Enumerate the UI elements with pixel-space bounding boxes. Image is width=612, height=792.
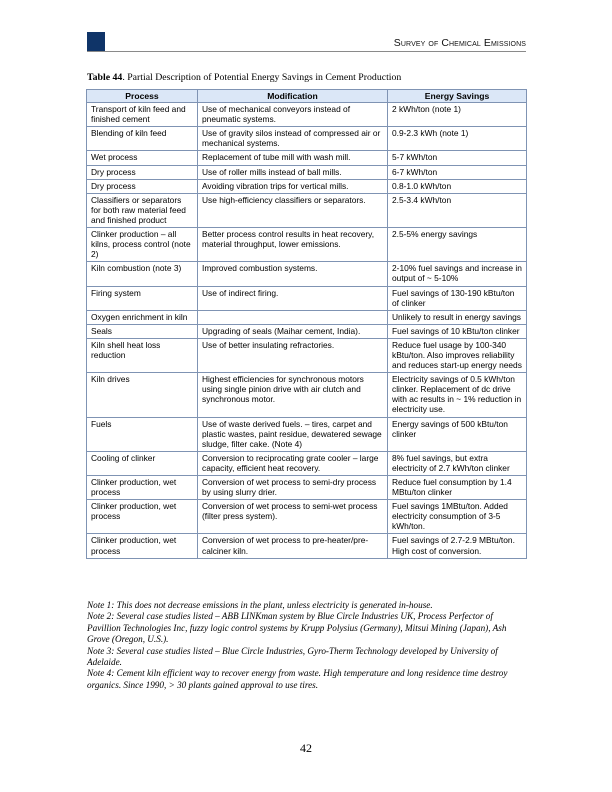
cell-energy-savings: Unlikely to result in energy savings (388, 310, 527, 324)
cell-energy-savings: Fuel savings of 2.7-2.9 MBtu/ton. High cost of conversion. (388, 534, 527, 558)
cell-energy-savings: Electricity savings of 0.5 kWh/ton clinker. Replacement of dc drive with ac results in ~ 1% reduction in electricity use. (388, 373, 527, 417)
cell-energy-savings: 0.9-2.3 kWh (note 1) (388, 127, 527, 151)
table-row (87, 127, 527, 151)
cell-modification: Conversion to reciprocating grate cooler – large capacity, efficient heat recovery. (198, 451, 388, 475)
cell-modification: Conversion of wet process to semi-dry process by using slurry drier. (198, 476, 388, 500)
cell-energy-savings: Fuel savings of 130-190 kBtu/ton of clinker (388, 286, 527, 310)
cell-modification: Avoiding vibration trips for vertical mills. (198, 179, 388, 193)
header-accent-block (87, 32, 105, 51)
cell-modification: Better process control results in heat recovery, material throughput, lower emissions. (198, 228, 388, 262)
table-row (87, 324, 527, 338)
cell-modification: Use high-efficiency classifiers or separators. (198, 193, 388, 227)
cell-modification: Highest efficiencies for synchronous motors using single pinion drive with air clutch and synchronous motor. (198, 373, 388, 417)
cell-energy-savings: 2.5-3.4 kWh/ton (388, 193, 527, 227)
cell-modification: Conversion of wet process to pre-heater/pre-calciner kiln. (198, 534, 388, 558)
table-row (87, 417, 527, 451)
table-row (87, 476, 527, 500)
note-4: Note 4: Cement kiln efficient way to recover energy from waste. High temperature and long residence time destroy organics. Since 1990, > 30 plants gained approval to use tires. (87, 668, 508, 690)
cell-modification: Use of better insulating refractories. (198, 338, 388, 372)
cell-modification: Use of gravity silos instead of compressed air or mechanical systems. (198, 127, 388, 151)
note-2: Note 2: Several case studies listed – ABB LINKman system by Blue Circle Industries UK, Process Perfector of Pavillion Technologies Inc, fuzzy logic control systems by Krupp Polysius (Germany), Mitsui Mining (Japan), Ash Grove (Oregon, U.S.). (87, 611, 507, 645)
cell-energy-savings: Fuel savings of 10 kBtu/ton clinker (388, 324, 527, 338)
table-row (87, 262, 527, 286)
cell-process: Kiln drives (87, 373, 198, 417)
column-header-process: Process (87, 90, 198, 103)
running-title: Survey of Chemical Emissions (393, 37, 526, 49)
cell-process: Wet process (87, 151, 198, 165)
cell-process: Firing system (87, 286, 198, 310)
table-row (87, 151, 527, 165)
table-row (87, 451, 527, 475)
cell-process: Clinker production, wet process (87, 500, 198, 534)
cell-process: Classifiers or separators for both raw material feed and finished product (87, 193, 198, 227)
cell-modification: Improved combustion systems. (198, 262, 388, 286)
cell-process: Transport of kiln feed and finished cement (87, 103, 198, 127)
page-number: 42 (300, 741, 312, 755)
table-row (87, 165, 527, 179)
cell-modification: Upgrading of seals (Maihar cement, India). (198, 324, 388, 338)
table-row (87, 373, 527, 417)
cell-modification: Conversion of wet process to semi-wet process (filter press system). (198, 500, 388, 534)
cell-process: Dry process (87, 179, 198, 193)
table-notes (87, 600, 527, 691)
table-row (87, 193, 527, 227)
note-1: Note 1: This does not decrease emissions in the plant, unless electricity is generated in-house. (87, 600, 433, 610)
cell-energy-savings: Reduce fuel usage by 100-340 kBtu/ton. Also improves reliability and reduces start-up energy needs (388, 338, 527, 372)
cell-energy-savings: 2 kWh/ton (note 1) (388, 103, 527, 127)
cell-process: Clinker production, wet process (87, 534, 198, 558)
cell-energy-savings: 5-7 kWh/ton (388, 151, 527, 165)
table-label: Table 44 (87, 72, 123, 83)
cell-modification (198, 310, 388, 324)
cell-process: Dry process (87, 165, 198, 179)
cell-energy-savings: 2-10% fuel savings and increase in output of ~ 5-10% (388, 262, 527, 286)
cell-energy-savings: Energy savings of 500 kBtu/ton clinker (388, 417, 527, 451)
cell-process: Clinker production, wet process (87, 476, 198, 500)
cell-process: Cooling of clinker (87, 451, 198, 475)
cell-energy-savings: 8% fuel savings, but extra electricity of 2.7 kWh/ton clinker (388, 451, 527, 475)
energy-savings-table (86, 89, 527, 559)
cell-modification: Replacement of tube mill with wash mill. (198, 151, 388, 165)
table-row (87, 179, 527, 193)
cell-energy-savings: 0.8-1.0 kWh/ton (388, 179, 527, 193)
cell-process: Oxygen enrichment in kiln (87, 310, 198, 324)
cell-process: Kiln shell heat loss reduction (87, 338, 198, 372)
cell-process: Fuels (87, 417, 198, 451)
table-caption (87, 72, 401, 83)
cell-process: Kiln combustion (note 3) (87, 262, 198, 286)
table-row (87, 338, 527, 372)
table-row (87, 534, 527, 558)
cell-modification: Use of waste derived fuels. – tires, carpet and plastic wastes, paint residue, dewatered sewage sludge, filter cake. (Note 4) (198, 417, 388, 451)
cell-energy-savings: Fuel savings 1MBtu/ton. Added electricity consumption of 3-5 kWh/ton. (388, 500, 527, 534)
cell-process: Blending of kiln feed (87, 127, 198, 151)
cell-modification: Use of mechanical conveyors instead of pneumatic systems. (198, 103, 388, 127)
table-row (87, 228, 527, 262)
cell-energy-savings: 2.5-5% energy savings (388, 228, 527, 262)
note-3: Note 3: Several case studies listed – Blue Circle Industries, Gyro-Therm Technology developed by University of Adelaide. (87, 645, 498, 668)
cell-energy-savings: 6-7 kWh/ton (388, 165, 527, 179)
cell-energy-savings: Reduce fuel consumption by 1.4 MBtu/ton clinker (388, 476, 527, 500)
cell-process: Clinker production – all kilns, process control (note 2) (87, 228, 198, 262)
table-header-row (87, 90, 527, 103)
table-row (87, 103, 527, 127)
table-caption-text: . Partial Description of Potential Energy Savings in Cement Production (122, 72, 402, 83)
cell-modification: Use of indirect firing. (198, 286, 388, 310)
cell-modification: Use of roller mills instead of ball mills. (198, 165, 388, 179)
table-row (87, 500, 527, 534)
column-header-modification: Modification (198, 90, 388, 103)
column-header-energy-savings: Energy Savings (388, 90, 527, 103)
header-rule (87, 51, 526, 52)
table-row (87, 286, 527, 310)
cell-process: Seals (87, 324, 198, 338)
table-row (87, 310, 527, 324)
